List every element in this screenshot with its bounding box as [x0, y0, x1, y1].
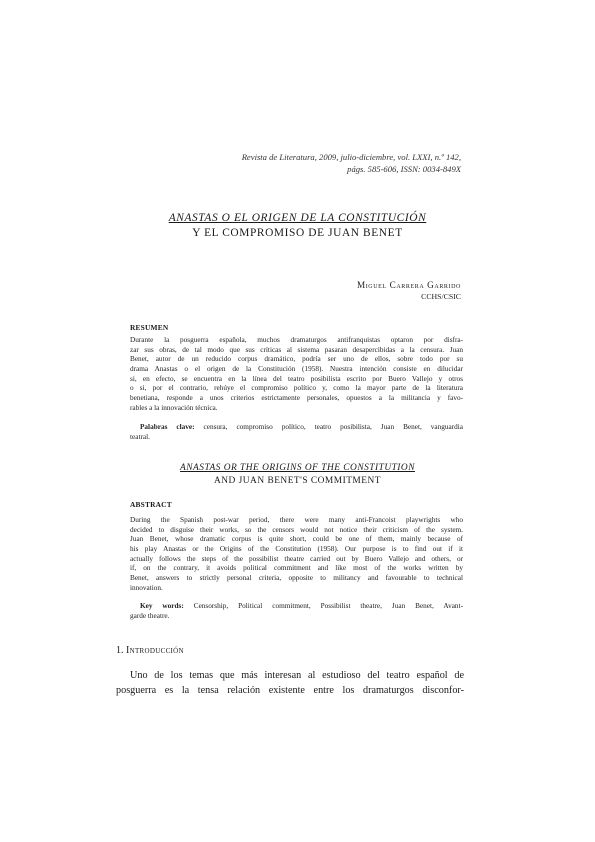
section-title: Introducción: [126, 645, 184, 656]
resumen-keywords-text: censura, compromiso político, teatro posibilista, Juan Benet, vanguardia: [203, 423, 463, 431]
article-title: ANASTAS O EL ORIGEN DE LA CONSTITUCIÓN: [168, 212, 427, 224]
resumen-paragraph: [130, 336, 463, 414]
abstract-line: innovation.: [130, 583, 163, 592]
english-subtitle: AND JUAN BENET'S COMMITMENT: [213, 476, 381, 486]
abstract-keywords-text: Censorship, Political commitment, Possibilist theatre, Juan Benet, Avant-: [193, 602, 463, 610]
resumen-line: benetiana, responde a unos criterios estrictamente personales, opuestos a la militancia y favo-: [130, 394, 463, 403]
resumen-keywords-line: teatral.: [130, 432, 150, 441]
resumen-line: si, en efecto, se encuentra en la línea del teatro posibilista escrito por Buero Vallejo y otros: [130, 374, 463, 383]
journal-ref-line-2: págs. 585-606, ISSN: 0034-849X: [347, 163, 461, 174]
section-number: 1.: [116, 645, 124, 656]
journal-reference: [131, 152, 461, 175]
body-line: posguerra es la tensa relación existente entre los dramaturgos disconfor-: [116, 685, 464, 696]
english-title: ANASTAS OR THE ORIGINS OF THE CONSTITUTION: [180, 463, 415, 473]
abstract-line: Benet, answers to strictly personal criteria, opposite to militancy and favourable to technical: [130, 574, 463, 583]
resumen-line: o si, por el contrario, rehúye el compromiso político y, como la mayor parte de la literatura: [130, 384, 463, 393]
abstract-paragraph: [130, 516, 463, 594]
abstract-keywords-line: [130, 602, 463, 612]
resumen-line: Benet, autor de un reducido corpus dramático, podría ser uno de ellos, sobre todo por su: [130, 355, 463, 364]
abstract-keywords: [130, 602, 463, 621]
abstract-heading: ABSTRACT: [130, 500, 172, 509]
section-heading: [116, 645, 184, 656]
resumen-keywords-line: [130, 423, 463, 433]
author-name: Miguel Carrera Garrido: [356, 280, 461, 290]
resumen-keywords-label: Palabras clave:: [140, 423, 195, 431]
abstract-line: if, on the contrary, it avoids political commitment and like most of the works written by: [130, 564, 463, 573]
abstract-line: Juan Benet, whose dramatic corpus is quite short, could be one of them, mainly because of: [130, 535, 463, 544]
body-line: Uno de los temas que más interesan al estudioso del teatro español de: [130, 670, 464, 681]
abstract-keywords-line: garde theatre.: [130, 611, 170, 620]
resumen-line: drama Anastas o el origen de la Constitución (1958). Nuestra intención consiste en dilucidar: [130, 365, 463, 374]
journal-ref-line-1: Revista de Literatura, 2009, julio-diciembre, vol. LXXI, n.º 142,: [241, 152, 461, 162]
body-paragraph: [116, 668, 464, 698]
abstract-line: During the Spanish post-war period, there were many anti-Francoist playwrights who: [130, 516, 463, 524]
article-subtitle: Y EL COMPROMISO DE JUAN BENET: [192, 227, 403, 239]
abstract-keywords-label: Key words:: [140, 602, 184, 610]
abstract-line: decided to disguise their works, so the censors would not notice their criticism of the system.: [130, 525, 463, 534]
abstract-line: his play Anastas or the Origins of the Constitution (1958). Our purpose is to find out if it: [130, 545, 463, 554]
author-affiliation: CCHS/CSIC: [421, 292, 461, 301]
resumen-heading: RESUMEN: [130, 323, 169, 332]
resumen-keywords: [130, 423, 463, 442]
resumen-line: Durante la posguerra española, muchos dramaturgos antifranquistas optaron por disfra-: [130, 336, 463, 344]
resumen-line: zar sus obras, de tal modo que sus críticas al sistema pasaran desapercibidas a la censura. Juan: [130, 345, 463, 354]
abstract-line: actually follows the steps of the possibilist theatre carried out by Buero Vallejo and others, or: [130, 554, 463, 563]
resumen-line: rables a la innovación técnica.: [130, 403, 218, 412]
